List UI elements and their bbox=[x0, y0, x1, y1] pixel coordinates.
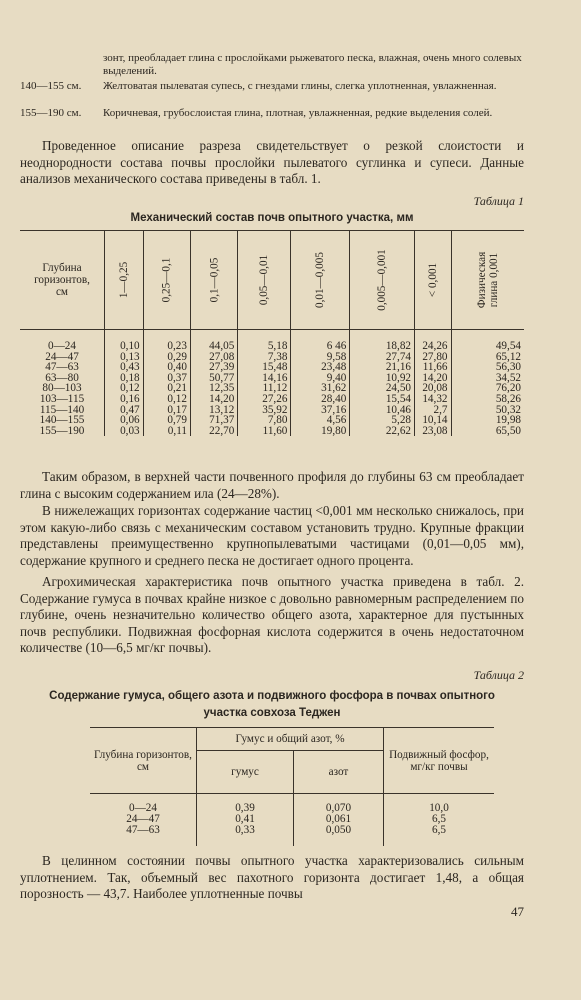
table-cell: 14,20 bbox=[415, 373, 452, 384]
table-cell: 5,18 bbox=[238, 330, 291, 352]
table-1-header: 0,05—0,01 bbox=[238, 231, 291, 330]
table-cell: 0,12 bbox=[143, 394, 190, 405]
table-cell: 6,5 bbox=[384, 825, 495, 846]
table-cell: 11,66 bbox=[415, 362, 452, 373]
table-cell: 10,46 bbox=[350, 405, 415, 416]
table-cell: 27,26 bbox=[238, 394, 291, 405]
profile-item-text: Желтоватая пылеватая супесь, с гнездами глины, слегка уплотненная, увлажненная. bbox=[103, 80, 497, 92]
table-cell: 11,60 bbox=[238, 426, 291, 437]
table-cell: 24—47 bbox=[126, 813, 160, 825]
table-cell: 58,26 bbox=[451, 394, 524, 405]
table-1-header: 1—0,25 bbox=[105, 231, 144, 330]
table-1-header: 0,1—0,05 bbox=[190, 231, 237, 330]
table-cell: 4,56 bbox=[291, 415, 350, 426]
table-cell: 65,12 bbox=[451, 352, 524, 363]
table-cell: 10,0 bbox=[384, 794, 495, 815]
table-cell: 9,40 bbox=[291, 373, 350, 384]
table-cell: 49,54 bbox=[451, 330, 524, 352]
table-cell: 14,32 bbox=[415, 394, 452, 405]
table-cell: 6 46 bbox=[291, 330, 350, 352]
table-2-caption: Таблица 2 bbox=[473, 668, 524, 682]
table-cell: 155—190 bbox=[39, 424, 85, 437]
table-2-header-depth: Глубина горизонтов, см bbox=[94, 748, 192, 773]
table-cell: 63—80 bbox=[45, 371, 79, 384]
table-cell: 71,37 bbox=[190, 415, 237, 426]
table-cell: 10,14 bbox=[415, 415, 452, 426]
table-cell: 27,39 bbox=[190, 362, 237, 373]
profile-item-depth: 155—190 см. bbox=[20, 107, 82, 119]
table-cell: 27,08 bbox=[190, 352, 237, 363]
table-cell: 7,80 bbox=[238, 415, 291, 426]
table-2-header-group: Гумус и общий азот, % bbox=[197, 728, 384, 751]
table-cell: 28,40 bbox=[291, 394, 350, 405]
table-cell: 0,13 bbox=[105, 352, 144, 363]
table-cell: 0,18 bbox=[105, 373, 144, 384]
table-cell: 0,06 bbox=[105, 415, 144, 426]
table-cell: 23,48 bbox=[291, 362, 350, 373]
table-1-header: 0,005—0,001 bbox=[350, 231, 415, 330]
table-cell: 0,43 bbox=[105, 362, 144, 373]
table-row bbox=[20, 394, 524, 405]
table-cell: 14,20 bbox=[190, 394, 237, 405]
table-cell: 0,10 bbox=[105, 330, 144, 352]
table-1-header: 0,25—0,1 bbox=[143, 231, 190, 330]
table-cell: 24,50 bbox=[350, 383, 415, 394]
table-cell: 27,74 bbox=[350, 352, 415, 363]
table-2-header-phosphorus: Подвижный фосфор, мг/кг почвы bbox=[384, 728, 495, 794]
table-cell: 14,16 bbox=[238, 373, 291, 384]
paragraph-3: В нижележащих горизонтах содержание частиц <0,001 мм несколько снижалось, при этом какую-либо связь с механическим составом установить трудно. Крупные фракции представлены преимущественно крупнопылеватыми частицами (0,01—0,05 мм), содержание крупного и среднего песка не достигает одного процента. bbox=[20, 503, 524, 568]
table-cell: 22,70 bbox=[190, 426, 237, 437]
table-cell: 24—47 bbox=[45, 350, 79, 363]
table-cell: 0,40 bbox=[143, 362, 190, 373]
table-cell: 0,29 bbox=[143, 352, 190, 363]
profile-item-text: зонт, преобладает глина с прослойками рыжеватого песка, влажная, очень много солевых выделений. bbox=[103, 52, 522, 77]
table-cell: 50,32 bbox=[451, 405, 524, 416]
table-cell: 7,38 bbox=[238, 352, 291, 363]
table-cell: 0,23 bbox=[143, 330, 190, 352]
table-cell: 80—103 bbox=[42, 382, 82, 395]
table-row bbox=[20, 426, 524, 437]
table-cell: 18,82 bbox=[350, 330, 415, 352]
table-cell: 19,98 bbox=[451, 415, 524, 426]
table-cell: 31,62 bbox=[291, 383, 350, 394]
page-number: 47 bbox=[511, 904, 524, 919]
table-cell: 0—24 bbox=[129, 802, 157, 814]
paragraph-2: Таким образом, в верхней части почвенного профиля до глубины 63 см преобладает глина с высоким содержанием ила (24—28%). bbox=[20, 469, 524, 501]
table-2-header-humus: гумус bbox=[197, 751, 294, 794]
table-cell: 37,16 bbox=[291, 405, 350, 416]
table-cell: 27,80 bbox=[415, 352, 452, 363]
table-cell: 5,28 bbox=[350, 415, 415, 426]
table-cell: 12,35 bbox=[190, 383, 237, 394]
table-cell: 0,47 bbox=[105, 405, 144, 416]
profile-item-text: Коричневая, грубослоистая глина, плотная, увлажненная, редкие выделения солей. bbox=[103, 107, 493, 119]
table-cell: 15,48 bbox=[238, 362, 291, 373]
table-cell: 0,16 bbox=[105, 394, 144, 405]
paragraph-1: Проведенное описание разреза свидетельствует о резкой слоистости и неоднородности состава почвы прослойки пылеватого суглинка и супеси. Данные анализов механического состава приведены в табл. 1. bbox=[20, 138, 524, 187]
table-1-header: < 0,001 bbox=[415, 231, 452, 330]
table-cell: 0,21 bbox=[143, 383, 190, 394]
table-cell: 13,12 bbox=[190, 405, 237, 416]
table-cell: 9,58 bbox=[291, 352, 350, 363]
paragraph-5: В целинном состоянии почвы опытного участка характеризовались сильным уплотнением. Так, объемный вес пахотного горизонта достигает 1,48, а общая порозность — 43,7. Наиболее уплотненные почвы bbox=[20, 853, 524, 902]
paragraph-4: Агрохимическая характеристика почв опытного участка приведена в табл. 2. Содержание гумуса в почвах крайне низкое с довольно равномерным распределением по глубине, очень незначительно количество общего азота, характерное для пустынных почв республики. Подвижная фосфорная кислота содержится в очень недостаточном количестве (10—6,5 мг/кг почвы). bbox=[20, 574, 524, 656]
table-cell: 10,92 bbox=[350, 373, 415, 384]
table-cell: 0—24 bbox=[48, 340, 76, 352]
table-cell: 115—140 bbox=[39, 403, 85, 416]
table-cell: 50,77 bbox=[190, 373, 237, 384]
table-cell: 2,7 bbox=[415, 405, 452, 416]
table-cell: 0,061 bbox=[294, 814, 384, 825]
table-cell: 11,12 bbox=[238, 383, 291, 394]
table-1-header: 0,01—0,005 bbox=[291, 231, 350, 330]
table-cell: 24,26 bbox=[415, 330, 452, 352]
table-cell: 20,08 bbox=[415, 383, 452, 394]
table-cell: 44,05 bbox=[190, 330, 237, 352]
table-row bbox=[20, 330, 524, 352]
table-cell: 56,30 bbox=[451, 362, 524, 373]
table-cell: 0,12 bbox=[105, 383, 144, 394]
table-1-caption: Таблица 1 bbox=[473, 194, 524, 208]
table-cell: 0,03 bbox=[105, 426, 144, 437]
table-1-title: Механический состав почв опытного участка, мм bbox=[130, 212, 414, 224]
table-cell: 21,16 bbox=[350, 362, 415, 373]
table-cell: 23,08 bbox=[415, 426, 452, 437]
table-cell: 6,5 bbox=[384, 814, 495, 825]
profile-item-depth: 140—155 см. bbox=[20, 80, 82, 92]
table-2 bbox=[90, 727, 494, 846]
table-cell: 47—63 bbox=[45, 361, 79, 374]
table-cell: 47—63 bbox=[126, 824, 160, 836]
table-cell: 0,11 bbox=[143, 426, 190, 437]
table-cell: 76,20 bbox=[451, 383, 524, 394]
table-cell: 140—155 bbox=[39, 414, 85, 427]
table-cell: 0,79 bbox=[143, 415, 190, 426]
table-cell: 65,50 bbox=[451, 426, 524, 437]
table-cell: 34,52 bbox=[451, 373, 524, 384]
table-row bbox=[90, 825, 494, 846]
table-cell: 0,41 bbox=[197, 814, 294, 825]
table-cell: 0,39 bbox=[197, 794, 294, 815]
table-cell: 35,92 bbox=[238, 405, 291, 416]
table-cell: 15,54 bbox=[350, 394, 415, 405]
table-cell: 0,17 bbox=[143, 405, 190, 416]
table-2-title-line-1: Содержание гумуса, общего азота и подвижного фосфора в почвах опытного bbox=[49, 690, 495, 702]
table-1 bbox=[20, 230, 524, 436]
table-1-header: Физическая глина 0,001 bbox=[451, 231, 524, 330]
table-cell: 0,33 bbox=[197, 825, 294, 846]
table-row bbox=[90, 794, 494, 815]
table-cell: 22,62 bbox=[350, 426, 415, 437]
table-cell: 0,050 bbox=[294, 825, 384, 846]
table-cell: 0,070 bbox=[294, 794, 384, 815]
table-cell: 0,37 bbox=[143, 373, 190, 384]
table-2-header-nitrogen: азот bbox=[294, 751, 384, 794]
table-cell: 19,80 bbox=[291, 426, 350, 437]
table-2-title bbox=[20, 688, 524, 722]
table-1-header-depth: Глубина горизонтов, см bbox=[34, 262, 90, 298]
table-2-title-line-2: участка совхоза Теджен bbox=[203, 707, 341, 719]
table-cell: 103—115 bbox=[39, 392, 85, 405]
